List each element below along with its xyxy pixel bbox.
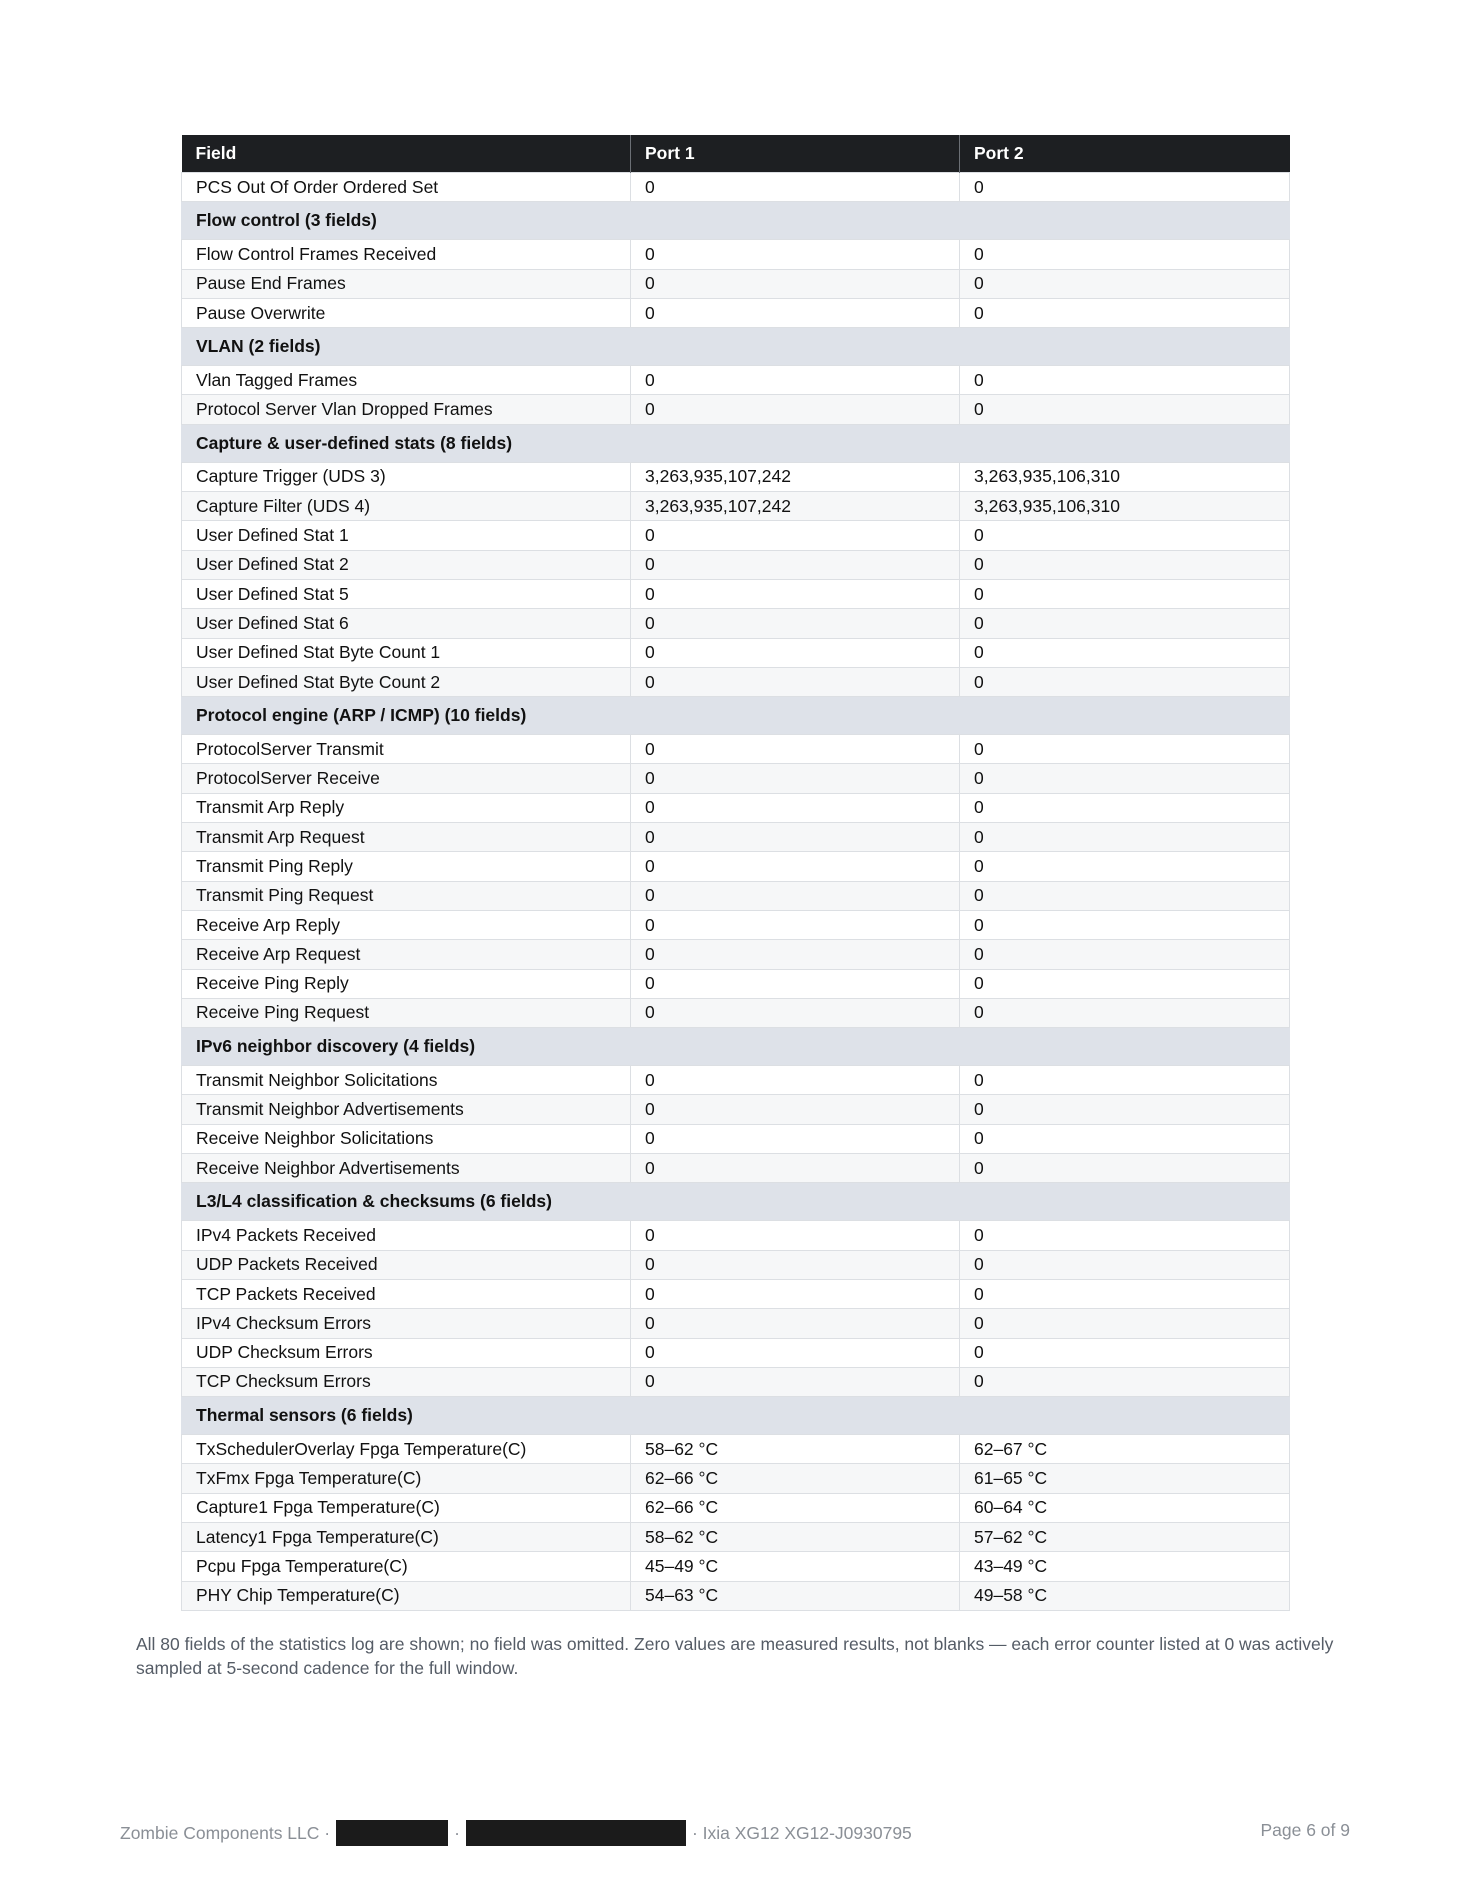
footer-page-number: Page 6 of 9: [1260, 1820, 1350, 1840]
port-2-value-cell: 0: [960, 173, 1290, 202]
port-1-value-cell: 0: [631, 1124, 960, 1153]
table-row: [182, 1552, 1290, 1581]
table-row: [182, 793, 1290, 822]
port-1-value-cell: 62–66 °C: [631, 1493, 960, 1522]
port-2-value-cell: 57–62 °C: [960, 1522, 1290, 1551]
port-2-value-cell: 0: [960, 1095, 1290, 1124]
port-1-value-cell: 0: [631, 1338, 960, 1367]
footnote: All 80 fields of the statistics log are shown; no field was omitted. Zero values are measured results, not blanks — each error counter listed at 0 was actively sampled at 5-second cadence for the full window.: [136, 1634, 1334, 1678]
port-1-value-cell: 0: [631, 521, 960, 550]
port-2-value-cell: 0: [960, 1066, 1290, 1095]
field-name-cell: Protocol Server Vlan Dropped Frames: [182, 395, 631, 424]
port-1-value-cell: 0: [631, 609, 960, 638]
table-row: [182, 173, 1290, 202]
group-label: IPv6 neighbor discovery (4 fields): [182, 1028, 1290, 1066]
port-2-value-cell: 0: [960, 1124, 1290, 1153]
table-row: [182, 1124, 1290, 1153]
port-2-value-cell: 0: [960, 852, 1290, 881]
group-label: Thermal sensors (6 fields): [182, 1397, 1290, 1435]
field-name-cell: ProtocolServer Receive: [182, 764, 631, 793]
table-row: [182, 1464, 1290, 1493]
table-row: [182, 366, 1290, 395]
port-2-value-cell: 0: [960, 1338, 1290, 1367]
redaction-block: [466, 1820, 686, 1846]
field-name-cell: Transmit Ping Request: [182, 881, 631, 910]
table-row: [182, 1435, 1290, 1464]
table-row: [182, 395, 1290, 424]
header-port-2: Port 2: [960, 135, 1290, 173]
redaction-block: [336, 1820, 448, 1846]
table-row: [182, 852, 1290, 881]
field-name-cell: Flow Control Frames Received: [182, 240, 631, 269]
field-name-cell: TCP Checksum Errors: [182, 1367, 631, 1396]
port-2-value-cell: 0: [960, 366, 1290, 395]
table-row: [182, 298, 1290, 327]
table-row: [182, 462, 1290, 491]
port-2-value-cell: 0: [960, 521, 1290, 550]
port-2-value-cell: 3,263,935,106,310: [960, 492, 1290, 521]
port-1-value-cell: 0: [631, 1154, 960, 1183]
port-1-value-cell: 0: [631, 395, 960, 424]
field-name-cell: Pause Overwrite: [182, 298, 631, 327]
field-name-cell: User Defined Stat 6: [182, 609, 631, 638]
field-name-cell: User Defined Stat 1: [182, 521, 631, 550]
table-row: [182, 1493, 1290, 1522]
footer-device: · Ixia XG12 XG12-J0930795: [691, 1822, 912, 1843]
table-row: [182, 1250, 1290, 1279]
table-row: [182, 1309, 1290, 1338]
port-1-value-cell: 0: [631, 940, 960, 969]
table-body: [182, 173, 1290, 1611]
port-2-value-cell: 0: [960, 793, 1290, 822]
table-row: [182, 1221, 1290, 1250]
port-2-value-cell: 0: [960, 1250, 1290, 1279]
port-1-value-cell: 0: [631, 240, 960, 269]
port-2-value-cell: 0: [960, 881, 1290, 910]
field-name-cell: Capture Filter (UDS 4): [182, 492, 631, 521]
field-name-cell: IPv4 Packets Received: [182, 1221, 631, 1250]
table-row: [182, 1367, 1290, 1396]
port-2-value-cell: 0: [960, 940, 1290, 969]
field-name-cell: User Defined Stat Byte Count 2: [182, 667, 631, 696]
field-name-cell: PCS Out Of Order Ordered Set: [182, 173, 631, 202]
field-name-cell: Latency1 Fpga Temperature(C): [182, 1522, 631, 1551]
table-row: [182, 492, 1290, 521]
field-name-cell: Receive Neighbor Advertisements: [182, 1154, 631, 1183]
port-1-value-cell: 0: [631, 793, 960, 822]
group-row: [182, 1183, 1290, 1221]
port-1-value-cell: 3,263,935,107,242: [631, 462, 960, 491]
field-name-cell: TxSchedulerOverlay Fpga Temperature(C): [182, 1435, 631, 1464]
table-row: [182, 998, 1290, 1027]
statistics-table: [181, 135, 1290, 1611]
port-1-value-cell: 0: [631, 667, 960, 696]
port-1-value-cell: 0: [631, 881, 960, 910]
table-row: [182, 910, 1290, 939]
port-1-value-cell: 0: [631, 998, 960, 1027]
group-row: [182, 202, 1290, 240]
group-label: Flow control (3 fields): [182, 202, 1290, 240]
footer-company: Zombie Components LLC ·: [120, 1822, 331, 1843]
port-2-value-cell: 0: [960, 1221, 1290, 1250]
port-2-value-cell: 0: [960, 395, 1290, 424]
field-name-cell: Receive Neighbor Solicitations: [182, 1124, 631, 1153]
port-2-value-cell: 0: [960, 1367, 1290, 1396]
port-1-value-cell: 0: [631, 550, 960, 579]
port-2-value-cell: 61–65 °C: [960, 1464, 1290, 1493]
port-1-value-cell: 58–62 °C: [631, 1522, 960, 1551]
table-row: [182, 667, 1290, 696]
table-row: [182, 940, 1290, 969]
table-row: [182, 969, 1290, 998]
port-1-value-cell: 0: [631, 1309, 960, 1338]
port-2-value-cell: 0: [960, 1309, 1290, 1338]
table-row: [182, 609, 1290, 638]
group-row: [182, 328, 1290, 366]
port-1-value-cell: 0: [631, 1250, 960, 1279]
port-1-value-cell: 58–62 °C: [631, 1435, 960, 1464]
group-row: [182, 1397, 1290, 1435]
port-2-value-cell: 0: [960, 998, 1290, 1027]
field-name-cell: User Defined Stat 5: [182, 579, 631, 608]
port-2-value-cell: 0: [960, 969, 1290, 998]
group-label: L3/L4 classification & checksums (6 fields): [182, 1183, 1290, 1221]
port-2-value-cell: 0: [960, 638, 1290, 667]
port-1-value-cell: 62–66 °C: [631, 1464, 960, 1493]
field-name-cell: Receive Arp Request: [182, 940, 631, 969]
port-2-value-cell: 0: [960, 240, 1290, 269]
field-name-cell: Pause End Frames: [182, 269, 631, 298]
port-1-value-cell: 0: [631, 969, 960, 998]
port-1-value-cell: 0: [631, 852, 960, 881]
port-2-value-cell: 0: [960, 1154, 1290, 1183]
port-2-value-cell: 43–49 °C: [960, 1552, 1290, 1581]
field-name-cell: Capture1 Fpga Temperature(C): [182, 1493, 631, 1522]
table-header: [182, 135, 1290, 173]
group-row: [182, 697, 1290, 735]
table-row: [182, 1338, 1290, 1367]
group-label: Protocol engine (ARP / ICMP) (10 fields): [182, 697, 1290, 735]
table-row: [182, 764, 1290, 793]
port-1-value-cell: 0: [631, 269, 960, 298]
port-1-value-cell: 3,263,935,107,242: [631, 492, 960, 521]
table-row: [182, 1095, 1290, 1124]
group-label: Capture & user-defined stats (8 fields): [182, 424, 1290, 462]
table-row: [182, 579, 1290, 608]
port-1-value-cell: 0: [631, 298, 960, 327]
field-name-cell: User Defined Stat Byte Count 1: [182, 638, 631, 667]
table-row: [182, 240, 1290, 269]
port-2-value-cell: 60–64 °C: [960, 1493, 1290, 1522]
port-1-value-cell: 54–63 °C: [631, 1581, 960, 1610]
group-row: [182, 1028, 1290, 1066]
port-1-value-cell: 0: [631, 1279, 960, 1308]
port-2-value-cell: 0: [960, 550, 1290, 579]
field-name-cell: Pcpu Fpga Temperature(C): [182, 1552, 631, 1581]
table-row: [182, 638, 1290, 667]
port-1-value-cell: 0: [631, 638, 960, 667]
port-2-value-cell: 0: [960, 823, 1290, 852]
field-name-cell: Receive Ping Reply: [182, 969, 631, 998]
field-name-cell: Vlan Tagged Frames: [182, 366, 631, 395]
header-field: Field: [182, 135, 631, 173]
field-name-cell: UDP Checksum Errors: [182, 1338, 631, 1367]
header-port-1: Port 1: [631, 135, 960, 173]
port-2-value-cell: 49–58 °C: [960, 1581, 1290, 1610]
port-1-value-cell: 45–49 °C: [631, 1552, 960, 1581]
table-row: [182, 1066, 1290, 1095]
port-1-value-cell: 0: [631, 579, 960, 608]
port-2-value-cell: 0: [960, 1279, 1290, 1308]
table-row: [182, 1154, 1290, 1183]
port-2-value-cell: 0: [960, 910, 1290, 939]
footer-separator: ·: [454, 1822, 460, 1843]
port-1-value-cell: 0: [631, 1095, 960, 1124]
port-2-value-cell: 0: [960, 667, 1290, 696]
port-2-value-cell: 0: [960, 579, 1290, 608]
field-name-cell: Transmit Arp Request: [182, 823, 631, 852]
port-1-value-cell: 0: [631, 823, 960, 852]
port-1-value-cell: 0: [631, 1367, 960, 1396]
table-row: [182, 1522, 1290, 1551]
group-row: [182, 424, 1290, 462]
field-name-cell: TCP Packets Received: [182, 1279, 631, 1308]
field-name-cell: Transmit Neighbor Solicitations: [182, 1066, 631, 1095]
port-1-value-cell: 0: [631, 1221, 960, 1250]
port-2-value-cell: 0: [960, 298, 1290, 327]
group-label: VLAN (2 fields): [182, 328, 1290, 366]
port-2-value-cell: 3,263,935,106,310: [960, 462, 1290, 491]
field-name-cell: Transmit Neighbor Advertisements: [182, 1095, 631, 1124]
table-row: [182, 823, 1290, 852]
port-1-value-cell: 0: [631, 910, 960, 939]
port-2-value-cell: 0: [960, 609, 1290, 638]
field-name-cell: TxFmx Fpga Temperature(C): [182, 1464, 631, 1493]
table-row: [182, 735, 1290, 764]
port-2-value-cell: 62–67 °C: [960, 1435, 1290, 1464]
field-name-cell: IPv4 Checksum Errors: [182, 1309, 631, 1338]
field-name-cell: UDP Packets Received: [182, 1250, 631, 1279]
table-row: [182, 1279, 1290, 1308]
table-row: [182, 1581, 1290, 1610]
table-row: [182, 550, 1290, 579]
table-row: [182, 881, 1290, 910]
table-row: [182, 269, 1290, 298]
port-1-value-cell: 0: [631, 366, 960, 395]
field-name-cell: Capture Trigger (UDS 3): [182, 462, 631, 491]
footer-left: [120, 1820, 912, 1846]
field-name-cell: ProtocolServer Transmit: [182, 735, 631, 764]
field-name-cell: Transmit Ping Reply: [182, 852, 631, 881]
port-1-value-cell: 0: [631, 173, 960, 202]
port-1-value-cell: 0: [631, 1066, 960, 1095]
field-name-cell: Transmit Arp Reply: [182, 793, 631, 822]
port-2-value-cell: 0: [960, 764, 1290, 793]
port-1-value-cell: 0: [631, 764, 960, 793]
field-name-cell: Receive Arp Reply: [182, 910, 631, 939]
port-2-value-cell: 0: [960, 269, 1290, 298]
port-1-value-cell: 0: [631, 735, 960, 764]
field-name-cell: Receive Ping Request: [182, 998, 631, 1027]
field-name-cell: User Defined Stat 2: [182, 550, 631, 579]
port-2-value-cell: 0: [960, 735, 1290, 764]
field-name-cell: PHY Chip Temperature(C): [182, 1581, 631, 1610]
table-row: [182, 521, 1290, 550]
